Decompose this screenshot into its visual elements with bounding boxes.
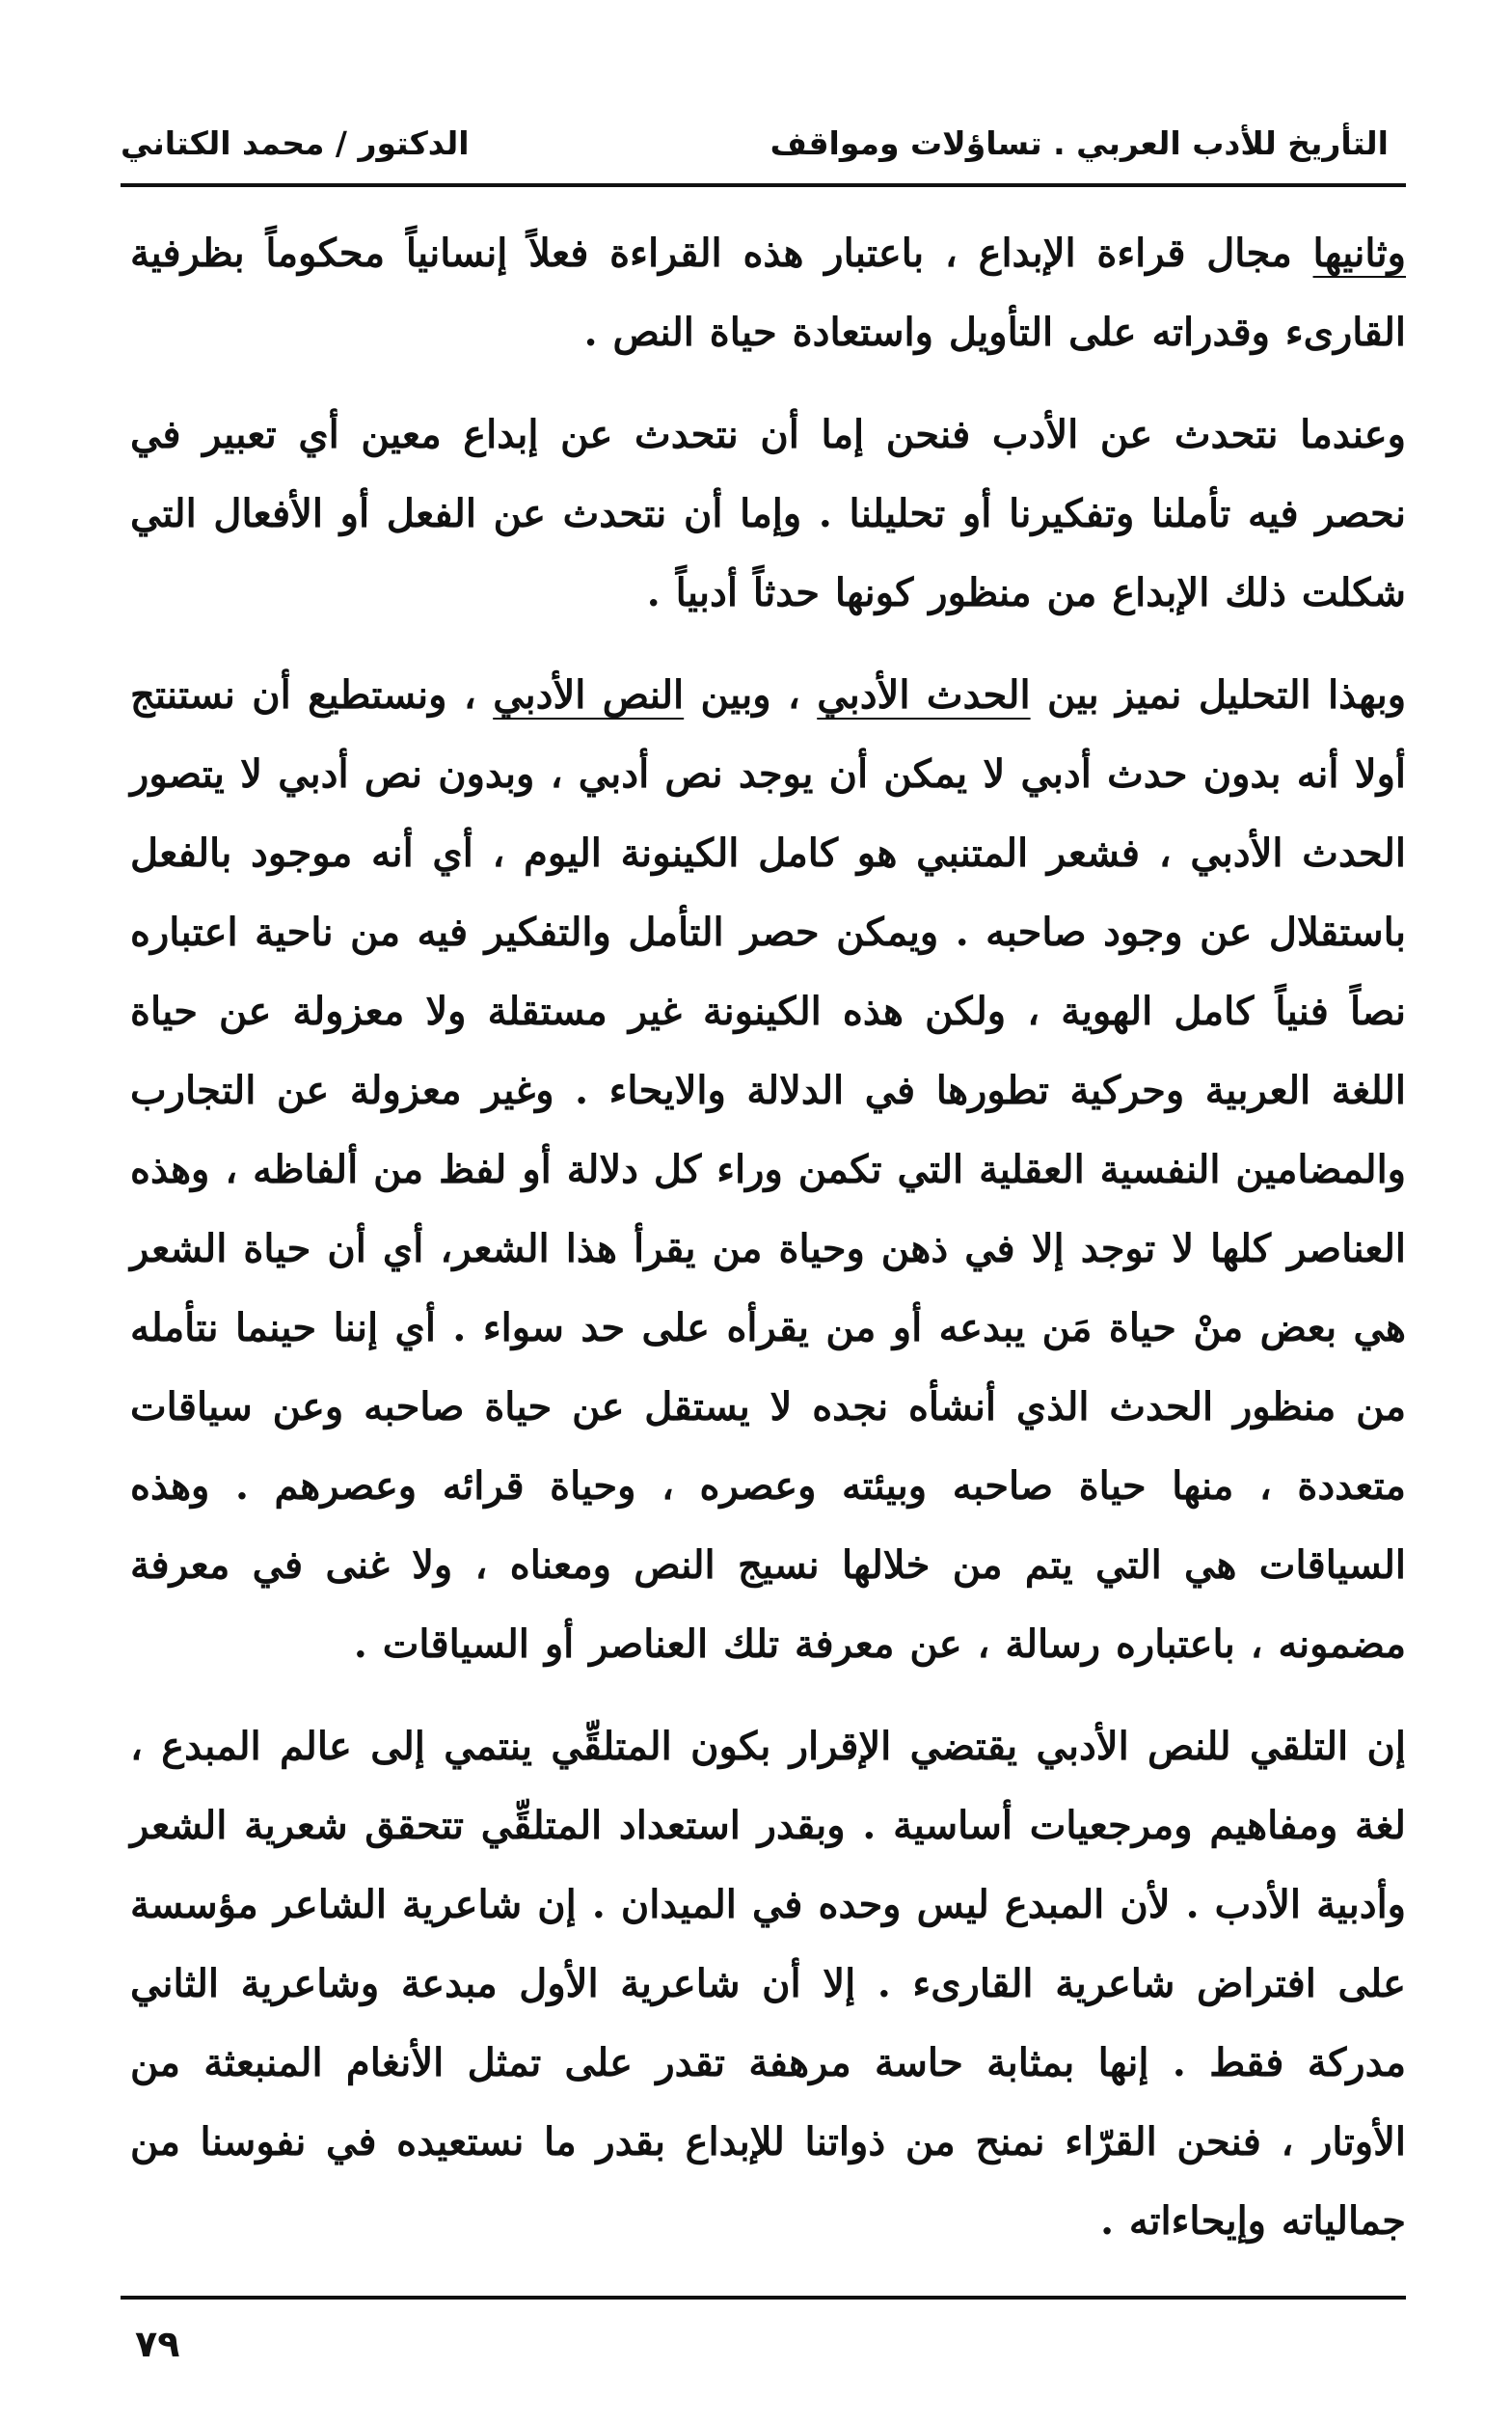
paragraph-1-text: مجال قراءة الإبداع ، باعتبار هذه القراءة فعلاً إنسانياً محكوماً بظرفية القارىء وقدراته على التأويل واستعادة حياة النص . bbox=[130, 231, 1406, 355]
paragraph-4: إن التلقي للنص الأدبي يقتضي الإقرار بكون المتلقِّي ينتمي إلى عالم المبدع ، لغة ومفاهيم ومرجعيات أساسية . وبقدر استعداد المتلقِّي تتحقق شعرية الشعر وأدبية الأدب . لأن المبدع ليس وحده في الميدان . إن شاعرية الشاعر مؤسسة على افتراض شاعرية القارىء . إلا أن شاعرية الأول مبدعة وشاعرية الثاني مدركة فقط . إنها بمثابة حاسة مرهفة تقدر على تمثل الأنغام المنبعثة من الأوتار ، فنحن القرّاء نمنح من ذواتنا للإبداع بقدر ما نستعيده في نفوسنا من جمالياته وإيحاءاته . bbox=[130, 1724, 1406, 2244]
paragraph-3-before: وبهذا التحليل نميز بين bbox=[1030, 672, 1407, 718]
paragraph-3-middle: ، وبين bbox=[684, 672, 818, 718]
body-text bbox=[130, 214, 1406, 2284]
running-header bbox=[121, 114, 1389, 172]
page-number: ٧٩ bbox=[135, 2323, 180, 2365]
author-name: الدكتور / محمد الكتاني bbox=[121, 123, 470, 162]
underlined-lead-word: وثانيها bbox=[1312, 231, 1406, 276]
paragraph-1 bbox=[130, 214, 1406, 372]
book-title: التأريخ للأدب العربي . تساؤلات ومواقف bbox=[770, 123, 1389, 162]
header-divider bbox=[121, 183, 1406, 187]
paragraph-2: وعندما نتحدث عن الأدب فنحن إما أن نتحدث عن إبداع معين أي تعبير في نحصر فيه تأملنا وتفكيرنا أو تحليلنا . وإما أن نتحدث عن الفعل أو الأفعال التي شكلت ذلك الإبداع من منظور كونها حدثاً أدبياً . bbox=[130, 412, 1406, 615]
underlined-term-literary-event: الحدث الأدبي bbox=[817, 672, 1031, 718]
paragraph-3-after: ، ونستطيع أن نستنتج أولا أنه بدون حدث أدبي لا يمكن أن يوجد نص أدبي ، وبدون نص أدبي لا يتصور الحدث الأدبي ، فشعر المتنبي هو كامل الكينونة اليوم ، أي أنه موجود بالفعل باستقلال عن وجود صاحبه . ويمكن حصر التأمل والتفكير فيه من ناحية اعتباره نصاً فنياً كامل الهوية ، ولكن هذه الكينونة غير مستقلة ولا معزولة عن حياة اللغة العربية وحركية تطورها في الدلالة والايحاء . وغير معزولة عن التجارب والمضامين النفسية العقلية التي تكمن وراء كل دلالة أو لفظ من ألفاظه ، وهذه العناصر كلها لا توجد إلا في ذهن وحياة من يقرأ هذا الشعر، أي أن حياة الشعر هي بعض منْ حياة مَن يبدعه أو من يقرأه على حد سواء . أي إننا حينما نتأمله من منظور الحدث الذي أنشأه نجده لا يستقل عن حياة صاحبه وعن سياقات متعددة ، منها حياة صاحبه وبيئته وعصره ، وحياة قرائه وعصرهم . وهذه السياقات هي التي يتم من خلالها نسيج النص ومعناه ، ولا غنى في معرفة مضمونه ، باعتباره رسالة ، عن معرفة تلك العناصر أو السياقات . bbox=[130, 672, 1406, 1667]
paragraph-3 bbox=[130, 656, 1406, 1684]
underlined-term-literary-text: النص الأدبي bbox=[493, 672, 685, 718]
footer-divider bbox=[121, 2296, 1406, 2300]
